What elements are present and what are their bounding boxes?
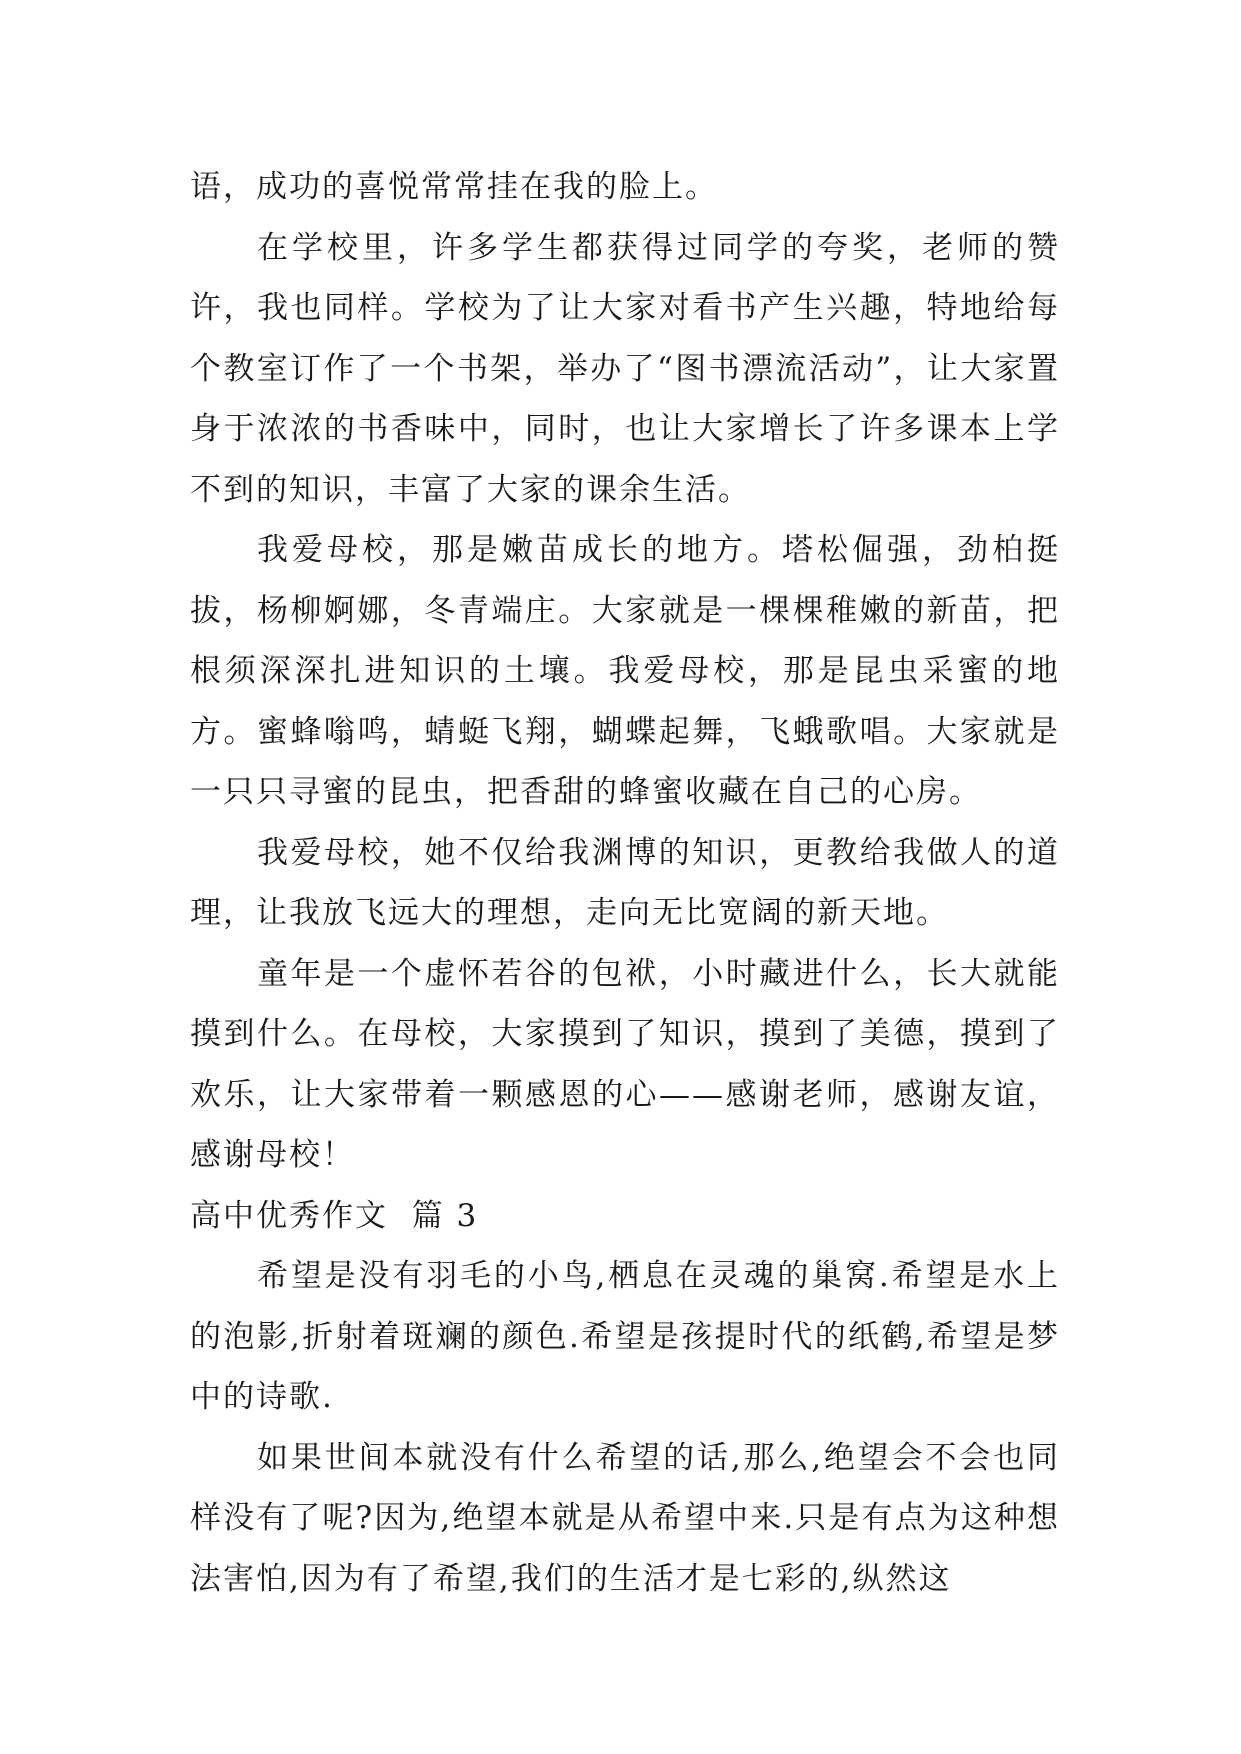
paragraph-continuation: 语，成功的喜悦常常挂在我的脸上。 — [190, 169, 718, 205]
paragraph-school-praise: 在学校里，许多学生都获得过同学的夸奖，老师的赞许，我也同样。学校为了让大家对看书产生兴趣，特地给每个教室订作了一个书架，举办了“图书漂流活动”，让大家置身于浓浓的书香味中，同时，也让大家增长了许多课本上学不到的知识，丰富了大家的课余生活。 — [190, 229, 1060, 508]
paragraph-despair: 如果世间本就没有什么希望的话,那么,绝望会不会也同样没有了呢?因为,绝望本就是从希望中来.只是有点为这种想法害怕,因为有了希望,我们的生活才是七彩的,纵然这 — [190, 1439, 1060, 1597]
paragraph-childhood: 童年是一个虚怀若谷的包袱，小时藏进什么，长大就能摸到什么。在母校，大家摸到了知识，摸到了美德，摸到了欢乐，让大家带着一颗感恩的心——感谢老师，感谢友谊，感谢母校！ — [190, 955, 1060, 1173]
paragraph-knowledge: 我爱母校，她不仅给我渊博的知识，更教给我做人的道理，让我放飞远大的理想，走向无比宽阔的新天地。 — [190, 834, 1060, 931]
paragraph-love-school: 我爱母校，那是嫩苗成长的地方。塔松倔强，劲柏挺拔，杨柳婀娜，冬青端庄。大家就是一棵棵稚嫩的新苗，把根须深深扎进知识的土壤。我爱母校，那是昆虫采蜜的地方。蜜蜂嗡鸣，蜻蜓飞翔，蝴蝶起舞，飞蛾歌唱。大家就是一只只寻蜜的昆虫，把香甜的蜂蜜收藏在自己的心房。 — [190, 532, 1060, 810]
paragraph-hope: 希望是没有羽毛的小鸟,栖息在灵魂的巢窝.希望是水上的泡影,折射着斑斓的颜色.希望是孩提时代的纸鹤,希望是梦中的诗歌. — [190, 1258, 1060, 1415]
document-body — [190, 157, 1060, 1609]
section-heading: 高中优秀作文 篇 3 — [190, 1197, 479, 1234]
